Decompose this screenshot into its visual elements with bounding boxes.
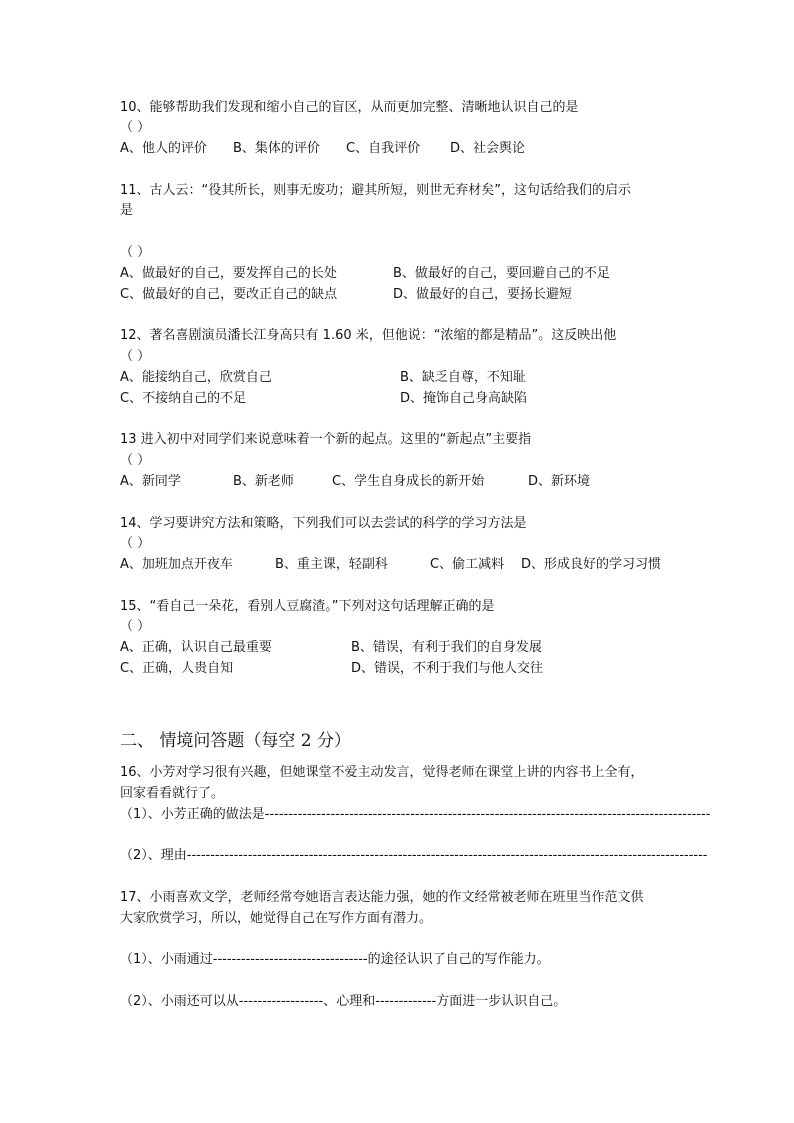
question-13-option-a: A、新同学 (120, 474, 181, 489)
question-12-option-d: D、掩饰自己身高缺陷 (400, 391, 528, 406)
question-16-line-2: 回家看看就行了。 (120, 786, 225, 801)
question-10-stem: 10、能够帮助我们发现和缩小自己的盲区，从而更加完整、清晰地认识自己的是 (120, 100, 579, 115)
question-13-stem: 13 进入初中对同学们来说意味着一个新的起点。这里的“新起点”主要指 (120, 432, 532, 447)
question-11-option-a: A、做最好的自己，要发挥自己的长处 (120, 266, 337, 281)
question-14-option-b: B、重主课，轻副科 (275, 557, 388, 572)
question-14-option-a: A、加班加点开夜车 (120, 557, 233, 572)
question-12-option-c: C、不接纳自己的不足 (120, 391, 247, 406)
question-11-stem: 11、古人云：“役其所长，则事无废功；避其所短，则世无弃材矣”，这句话给我们的启示 (120, 183, 632, 198)
question-16-line-1: 16、小芳对学习很有兴趣，但她课堂不爱主动发言，觉得老师在课堂上讲的内容书上全有， (120, 765, 644, 780)
question-15-option-b: B、错误，有利于我们的自身发展 (351, 640, 542, 655)
question-13-option-c: C、学生自身成长的新开始 (332, 474, 485, 489)
question-17-blank-1: （1）、小雨通过---------------------------------的途径认识了自己的写作能力。 (120, 952, 550, 967)
question-13-option-d: D、新环境 (528, 474, 591, 489)
section-2-heading: 二、 情境问答题（每空 2 分） (120, 731, 352, 751)
question-17-line-1: 17、小雨喜欢文学，老师经常夸她语言表达能力强，她的作文经常被老师在班里当作范文供 (120, 890, 644, 905)
question-10-option-d: D、社会舆论 (450, 141, 526, 156)
question-11-option-c: C、做最好的自己，要改正自己的缺点 (120, 287, 338, 302)
question-10-option-b: B、集体的评价 (233, 141, 320, 156)
question-13-answer-bracket: （ ） (120, 453, 151, 468)
question-12-stem: 12、著名喜剧演员潘长江身高只有 1.60 米，但他说：“浓缩的都是精品”。这反映出他 (120, 328, 617, 343)
question-10-option-c: C、自我评价 (346, 141, 421, 156)
question-13-option-b: B、新老师 (233, 474, 294, 489)
question-11-option-b: B、做最好的自己，要回避自己的不足 (393, 266, 610, 281)
question-15-stem: 15、“看自己一朵花，看别人豆腐渣。”下列对这句话理解正确的是 (120, 599, 495, 614)
question-14-option-d: D、形成良好的学习习惯 (521, 557, 662, 572)
question-11-stem-continuation: 是 (120, 203, 134, 218)
question-14-stem: 14、学习要讲究方法和策略，下列我们可以去尝试的科学的学习方法是 (120, 516, 527, 531)
question-11-answer-bracket: （ ） (120, 245, 151, 260)
question-16-blank-1: （1）、小芳正确的做法是----------------------------------------------------------------------------------------------- (120, 807, 711, 822)
question-15-option-c: C、正确，人贵自知 (120, 661, 234, 676)
question-11-option-d: D、做最好的自己，要扬长避短 (393, 287, 573, 302)
question-12-option-a: A、能接纳自己，欣赏自己 (120, 370, 272, 385)
question-15-answer-bracket: （ ） (120, 619, 151, 634)
question-17-blank-2: （2）、小雨还可以从------------------、心理和-------------方面进一步认识自己。 (120, 994, 567, 1009)
question-12-answer-bracket: （ ） (120, 349, 151, 364)
question-17-line-2: 大家欣赏学习，所以，她觉得自己在写作方面有潜力。 (120, 911, 433, 926)
question-10-answer-bracket: （ ） (120, 120, 151, 135)
question-15-option-a: A、正确，认识自己最重要 (120, 640, 272, 655)
question-15-option-d: D、错误，不利于我们与他人交往 (351, 661, 544, 676)
question-14-option-c: C、偷工减料 (430, 557, 505, 572)
question-10-option-a: A、他人的评价 (120, 141, 207, 156)
question-12-option-b: B、缺乏自尊，不知耻 (400, 370, 526, 385)
question-14-answer-bracket: （ ） (120, 536, 151, 551)
question-16-blank-2: （2）、理由--------------------------------------------------------------------------------------------------------------- (120, 848, 708, 863)
